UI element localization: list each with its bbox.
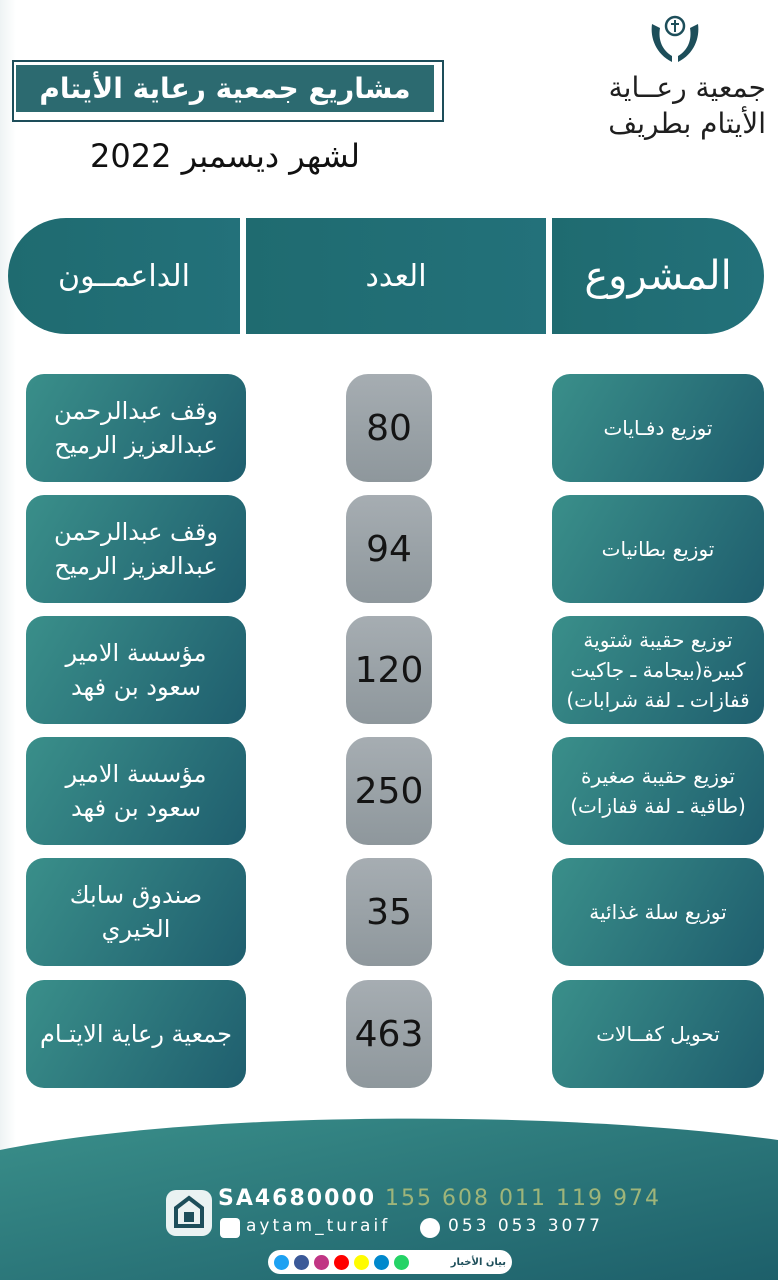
twitter-handle: aytam_turaif [246,1216,391,1236]
project-cell: توزيع بطانيات [552,495,764,603]
count-cell: 35 [346,858,432,966]
telegram-icon[interactable] [374,1255,389,1270]
facebook-icon[interactable] [294,1255,309,1270]
whatsapp-icon[interactable] [394,1255,409,1270]
supporter-cell: مؤسسة الامير سعود بن فهد [26,737,246,845]
bank-account [218,1186,661,1211]
organization-name [566,70,766,142]
page-title: مشاريع جمعية رعاية الأيتام [16,65,434,112]
project-cell: توزيع حقيبة شتوية كبيرة(بيجامة ـ جاكيت قفازات ـ لفة شرابات) [552,616,764,724]
whatsapp-icon [420,1218,440,1238]
count-cell: 250 [346,737,432,845]
project-cell: توزيع حقيبة صغيرة (طاقية ـ لفة قفازات) [552,737,764,845]
news-label: بيان الأخبار [450,1256,506,1268]
iban-code: SA4680000 [218,1186,377,1211]
project-cell: تحويل كفــالات [552,980,764,1088]
left-decorative-stripe [0,0,16,1280]
title-banner [12,60,444,122]
org-name-line2: الأيتام بطريف [608,107,766,140]
snapchat-icon[interactable] [354,1255,369,1270]
count-cell: 463 [346,980,432,1088]
count-cell: 80 [346,374,432,482]
supporter-cell: وقف عبدالرحمن عبدالعزيز الرميح [26,495,246,603]
count-cell: 94 [346,495,432,603]
iban-number: 155 608 011 119 974 [385,1186,661,1211]
hands-logo-icon [646,10,704,66]
project-cell: توزيع دفـايات [552,374,764,482]
month-subtitle: لشهر ديسمبر 2022 [90,137,360,175]
phone-number: 053 053 3077 [448,1216,603,1236]
contact-info [220,1216,620,1242]
header-supporters: الداعمــون [8,218,240,334]
supporter-cell: مؤسسة الامير سعود بن فهد [26,616,246,724]
project-cell: توزيع سلة غذائية [552,858,764,966]
bank-logo-icon [166,1190,212,1236]
org-name-line1: جمعية رعــاية [608,71,766,104]
supporter-cell: جمعية رعاية الايتـام [26,980,246,1088]
social-links [268,1250,512,1274]
twitter-icon[interactable] [274,1255,289,1270]
youtube-icon[interactable] [334,1255,349,1270]
header-count: العدد [246,218,546,334]
instagram-icon[interactable] [314,1255,329,1270]
header-project: المشروع [552,218,764,334]
supporter-cell: وقف عبدالرحمن عبدالعزيز الرميح [26,374,246,482]
supporter-cell: صندوق سابك الخيري [26,858,246,966]
count-cell: 120 [346,616,432,724]
twitter-icon [220,1218,240,1238]
